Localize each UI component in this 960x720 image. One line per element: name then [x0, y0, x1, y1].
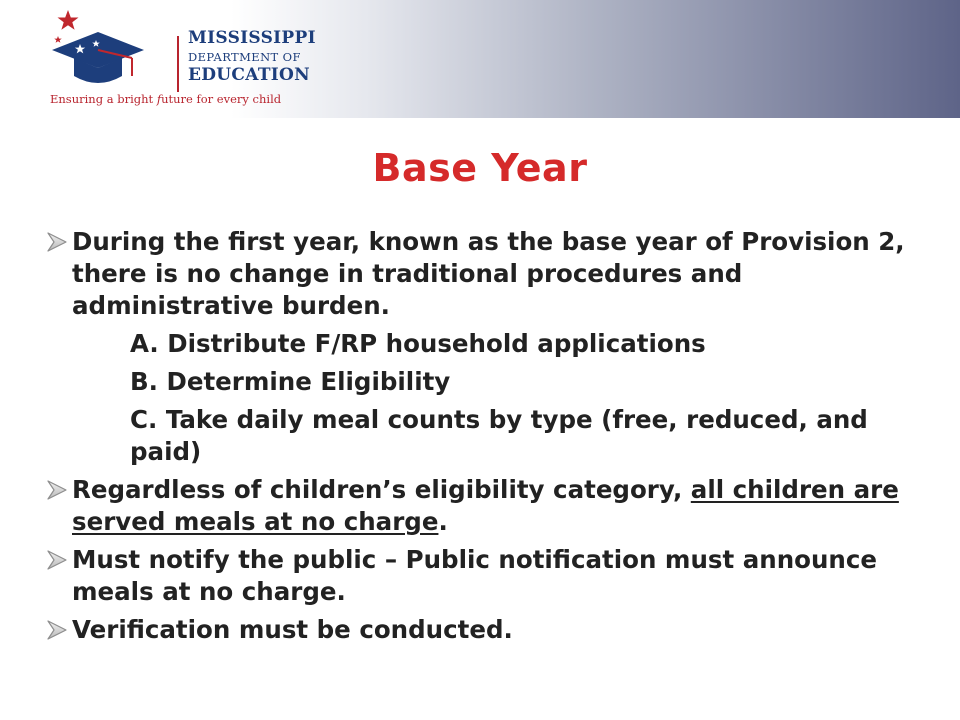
bullet-text-after: .	[438, 507, 448, 536]
logo-divider	[177, 36, 179, 92]
bullet-text-before: Regardless of children’s eligibility category,	[72, 475, 691, 504]
tagline-post: uture for every child	[161, 92, 282, 106]
tagline-italic: f	[156, 92, 162, 106]
bullet-item	[46, 474, 916, 538]
graduation-cap-icon	[40, 6, 180, 96]
sub-item: B. Determine Eligibility	[130, 367, 451, 396]
bullet-text: During the first year, known as the base year of Provision 2, there is no change in traditional procedures and administrative burden.	[72, 227, 905, 320]
header-band	[0, 0, 960, 118]
bullet-text-underlined: all children are served meals at no charge	[72, 475, 899, 536]
arrow-bullet-icon	[46, 549, 68, 571]
org-name-line2: DEPARTMENT OF	[188, 50, 301, 64]
arrow-bullet-icon	[46, 619, 68, 641]
bullet-text: Verification must be conducted.	[72, 615, 513, 644]
star-icon	[58, 10, 79, 30]
arrow-bullet-icon	[46, 479, 68, 501]
bullet-item	[46, 544, 916, 608]
arrow-bullet-icon	[46, 231, 68, 253]
tagline-pre: Ensuring a bright	[50, 92, 157, 106]
org-name-line3: EDUCATION	[188, 65, 310, 85]
org-name-line1: MISSISSIPPI	[188, 28, 316, 48]
bullet-item	[46, 614, 916, 646]
slide-title: Base Year	[372, 146, 588, 190]
bullet-item	[46, 226, 916, 322]
sub-item: C. Take daily meal counts by type (free, reduced, and paid)	[130, 405, 868, 466]
bullet-text: Must notify the public – Public notification must announce meals at no charge.	[72, 545, 877, 606]
logo-tagline	[50, 92, 281, 106]
mde-logo	[40, 6, 316, 114]
sub-item: A. Distribute F/RP household applications	[130, 329, 706, 358]
slide-content	[46, 226, 916, 652]
